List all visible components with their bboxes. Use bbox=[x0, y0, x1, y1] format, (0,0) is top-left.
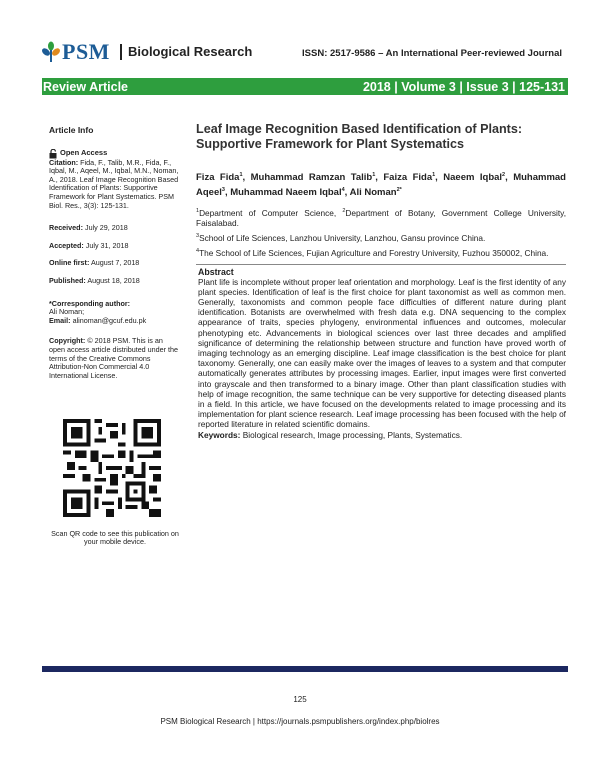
footer-journal-url[interactable]: PSM Biological Research | https://journals.psmpublishers.org/index.php/biolres bbox=[160, 717, 440, 726]
article-type: Review Article bbox=[43, 79, 128, 94]
accepted-date: Accepted: July 31, 2018 bbox=[49, 240, 129, 250]
author-affiliation-mark: 1 bbox=[239, 172, 243, 178]
author-name: Muhammad Aqeel bbox=[196, 172, 566, 199]
author-name: Faiza Fida bbox=[383, 172, 433, 184]
psm-logo[interactable] bbox=[42, 38, 110, 66]
affiliation-line: $^4$The School of Life Sciences, Fujian Agriculture and Forestry University, Fuzhou 350002, China. bbox=[196, 247, 549, 258]
article-type-band bbox=[42, 78, 568, 95]
author-name: Naeem Iqbal bbox=[443, 172, 503, 184]
journal-name: Biological Research bbox=[120, 44, 252, 60]
citation-text: Fida, F., Talib, M.R., Fida, F., Iqbal, M., Aqeel, M., Iqbal, M.N., Noman, A., 2018. Leaf Image Recognition Based Identification of Plants: Supportive Framework for Plant Systematics. PSM Biol. Res., 3(3): 125-131. bbox=[49, 157, 179, 210]
online-first-date: Online first: August 7, 2018 bbox=[49, 258, 140, 268]
footer-rule bbox=[42, 666, 568, 672]
author-affiliation-mark: 4 bbox=[341, 187, 345, 194]
qr-code[interactable] bbox=[63, 419, 161, 517]
abstract-heading: Abstract bbox=[198, 266, 234, 277]
open-access-label: Open Access bbox=[49, 149, 179, 159]
corresponding-author-name: Ali Noman; bbox=[49, 307, 85, 317]
issue-info: 2018 | Volume 3 | Issue 3 | 125-131 bbox=[362, 79, 565, 94]
abstract-text: Plant life is incomplete without proper leaf orientation and morphology. Leaf is the first identity of any plant species. Identification of leaf is the first choice for plant taxonomist as well as common men. Generally, taxonomists and common people face difficulties of different nature during plant identification. Botanists are overwhelmed with fresh data e.g. DNA sequencing to the complex appearance of traits, species phylogeny, environmental influences and outcomes, molecular phenotyping etc. Advancements in biological sciences over last three decades and amplified significance of determining the relationship between structure and function have proved worth of imaging technology as an emerging discipline. Leaf image classification is the best choice for plant taxonomy. Generally, one can easily make over the images of leaves to a system and that computer automatically generates attributes by processing images. Earlier, input images were first converted into grayscale and then transformed to a binary image. Other than plant classification studies with help of image recognition, the same technique can be very supportive for detecting diseased plants in a field. In this article, we have focused on the developments related to image processing and its implementation for plant science research. Leaf image processing has been focused with the help of reported literature in related scientific domains. bbox=[198, 276, 566, 430]
affiliation-line: $^1$Department of Computer Science, $^2$Department of Botany, Government College University, Faisalabad. bbox=[196, 208, 566, 229]
author-affiliation-mark: 2 bbox=[502, 172, 506, 178]
author-affiliation-mark: 2* bbox=[396, 187, 402, 194]
corresponding-author: *Corresponding author: Ali Noman; Email: alinoman@gcuf.edu.pk bbox=[49, 300, 179, 326]
author-name: Muhammad Ramzan Talib bbox=[250, 172, 373, 184]
author-list: Fiza Fida$^1$, Muhammad Ramzan Talib$^1$, Faiza Fida$^1$, Naeem Iqbal$^2$, Muhammad Aqeel$^3$, Muhammad Naeem Iqbal$^4$, Ali Noman$^{2*}$ bbox=[196, 172, 566, 199]
citation bbox=[49, 159, 179, 211]
affiliations bbox=[196, 206, 566, 257]
keywords: Keywords: Biological research, Image processing, Plants, Systematics. bbox=[198, 429, 463, 440]
article-info-title: Article Info bbox=[49, 125, 94, 135]
author-affiliation-mark: 3 bbox=[221, 187, 225, 194]
author-affiliation-mark: 1 bbox=[432, 172, 436, 178]
article-main bbox=[196, 122, 566, 440]
page-number: 125 bbox=[293, 695, 307, 704]
leaf-logo-icon bbox=[42, 41, 60, 63]
logo-text: PSM bbox=[62, 39, 110, 64]
copyright-notice: Copyright: © 2018 PSM. This is an open access article distributed under the terms of the Creative Commons Attribution-Non Commercial 4.0 International License. bbox=[49, 336, 179, 380]
published-date: Published: August 18, 2018 bbox=[49, 275, 140, 285]
author-name: Fiza Fida bbox=[196, 172, 240, 184]
citation-label: Citation: bbox=[49, 157, 79, 167]
author-name: Ali Noman bbox=[349, 187, 397, 199]
affiliation-line: $^3$School of Life Sciences, Lanzhou University, Lanzhou, Gansu province China. bbox=[196, 232, 486, 243]
journal-header bbox=[42, 38, 562, 68]
received-date: Received: July 29, 2018 bbox=[49, 223, 128, 233]
issn-line: ISSN: 2517-9586 – An International Peer-reviewed Journal bbox=[302, 48, 562, 59]
article-info-sidebar bbox=[49, 126, 179, 547]
author-affiliation-mark: 1 bbox=[372, 172, 376, 178]
author-email-link[interactable]: alinoman@gcuf.edu.pk bbox=[72, 315, 147, 325]
article-title: Leaf Image Recognition Based Identification of Plants: Supportive Framework for Plant Systematics bbox=[196, 122, 523, 151]
qr-caption: Scan QR code to see this publication on your mobile device. bbox=[51, 528, 179, 547]
author-name: Muhammad Naeem Iqbal bbox=[230, 187, 342, 199]
